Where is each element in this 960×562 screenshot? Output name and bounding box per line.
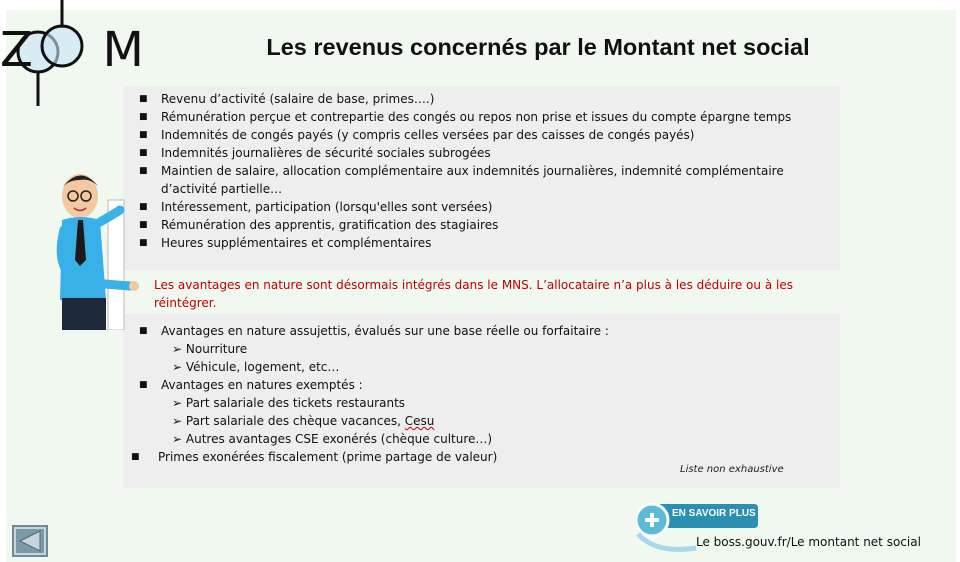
logo-letter-m: M xyxy=(102,22,142,78)
list-item: ■ Indemnités journalières de sécurité sociales subrogées xyxy=(139,146,491,160)
list-item: ■ Indemnités de congés payés (y compris celles versées par des caisses de congés payés) xyxy=(139,128,695,142)
arrow-bullet-icon: ➢ xyxy=(172,432,186,446)
list-item: ■ Rémunération perçue et contrepartie des congés ou repos non prise et issues du compte épargne temps xyxy=(139,110,792,124)
list-item: ■ Maintien de salaire, allocation complémentaire aux indemnités journalières, indemnité complémentaire xyxy=(139,164,784,178)
list-item: ■ Intéressement, participation (lorsqu'elles sont versées) xyxy=(139,200,493,214)
bullet-icon: ■ xyxy=(139,202,148,212)
pointing-man-illustration xyxy=(50,170,160,330)
list-item: ■ Revenu d’activité (salaire de base, primes….) xyxy=(139,92,435,106)
arrow-bullet-icon: ➢ xyxy=(172,342,186,356)
benefits-list xyxy=(131,322,831,466)
cesu-term: Cesu xyxy=(404,414,435,428)
income-list xyxy=(139,90,831,252)
footnote: Liste non exhaustive xyxy=(680,464,784,475)
boss-link[interactable]: Le boss.gouv.fr/Le montant net social xyxy=(696,535,921,549)
back-arrow-icon[interactable] xyxy=(12,525,48,557)
list-item: ■ Avantages en nature assujettis, évalués sur une base réelle ou forfaitaire : xyxy=(139,324,609,338)
sub-list-item: ➢ Nourriture xyxy=(172,342,248,356)
bullet-icon: ■ xyxy=(139,130,148,140)
bullet-icon: ■ xyxy=(139,326,148,336)
bullet-icon: ■ xyxy=(139,148,148,158)
bullet-icon: ■ xyxy=(139,94,148,104)
list-item: ■ Avantages en natures exemptés : xyxy=(139,378,363,392)
bullet-icon: ■ xyxy=(131,452,140,462)
sub-list-item: ➢ Autres avantages CSE exonérés (chèque culture…) xyxy=(172,432,493,446)
trousers xyxy=(62,298,106,330)
logo-letter-z: Z xyxy=(0,22,31,78)
sub-list-item: ➢ Part salariale des chèque vacances, Cesu xyxy=(172,414,435,428)
list-item: ■ Heures supplémentaires et complémentaires xyxy=(139,236,432,250)
list-item-continuation: d’activité partielle… xyxy=(161,182,283,196)
page-title: Les revenus concernés par le Montant net social xyxy=(266,34,810,60)
arrow-bullet-icon: ➢ xyxy=(172,360,186,374)
list-item: ■ Primes exonérées fiscalement (prime partage de valeur) xyxy=(131,450,498,464)
info-note: Les avantages en nature sont désormais intégrés dans le MNS. L’allocataire n’a plus à les déduire ou à les réintégrer. xyxy=(154,278,793,310)
arrow-bullet-icon: ➢ xyxy=(172,414,186,428)
bullet-icon: ■ xyxy=(139,380,148,390)
arrow-bullet-icon: ➢ xyxy=(172,396,186,410)
bullet-icon: ■ xyxy=(139,112,148,122)
bullet-icon: ■ xyxy=(139,220,148,230)
list-item: ■ Rémunération des apprentis, gratification des stagiaires xyxy=(139,218,499,232)
sub-list-item: ➢ Véhicule, logement, etc… xyxy=(172,360,340,374)
hand xyxy=(129,281,139,291)
en-savoir-plus-label[interactable]: EN SAVOIR PLUS xyxy=(672,508,756,519)
bullet-icon: ■ xyxy=(139,166,148,176)
sub-list-item: ➢ Part salariale des tickets restaurants xyxy=(172,396,406,410)
bullet-icon: ■ xyxy=(139,238,148,248)
